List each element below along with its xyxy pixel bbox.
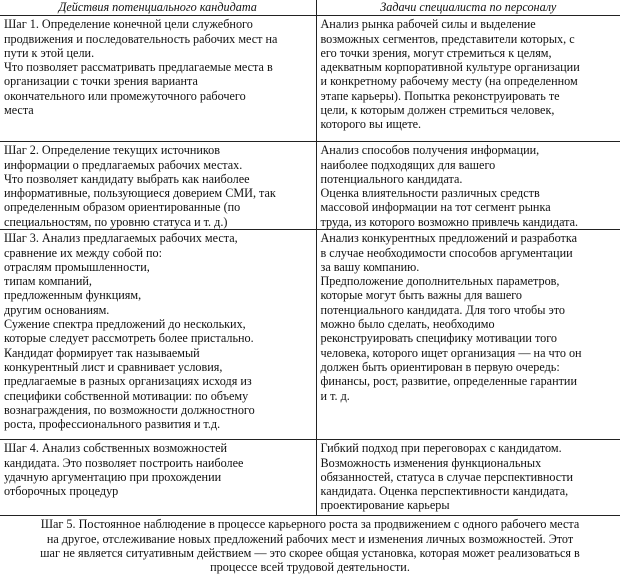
text-line: за вашу компанию. xyxy=(320,259,420,274)
table-header-row xyxy=(0,0,620,16)
text-line: Шаг 1. Определение конечной цели служебного xyxy=(4,17,253,32)
step-2-hr-cell xyxy=(316,142,620,230)
table-row xyxy=(0,16,620,142)
step-3-hr-cell xyxy=(316,230,620,440)
text-line: места xyxy=(4,103,34,118)
text-line: определенным образом ориентированные (по xyxy=(4,200,241,215)
text-line: и конкретному рабочему месту (на определенном xyxy=(320,74,578,89)
text-line: Сужение спектра предложений до нескольких, xyxy=(4,317,246,332)
text-line: роста, профессионального развития и т.д. xyxy=(4,417,221,432)
text-line: конкурентный лист и сравнивает условия, xyxy=(4,359,223,374)
text-line: Шаг 5. Постоянное наблюдение в процессе карьерного роста за продвижением с одного рабочего места xyxy=(40,517,580,532)
text-line: типам компаний, xyxy=(4,274,92,289)
step-5-cell xyxy=(0,516,620,575)
text-line: возможных сегментов, представители которых, с xyxy=(320,31,575,46)
text-line: Шаг 3. Анализ предлагаемых рабочих места, xyxy=(4,231,238,246)
text-line: труда, из которого возможно привлечь кандидата. xyxy=(320,214,579,229)
text-line: информативные, пользующиеся доверием СМИ, так xyxy=(4,186,276,201)
table-row xyxy=(0,440,620,516)
text-line: этапе карьеры). Попытка реконструировать те xyxy=(320,88,560,103)
text-line: специфики собственной мотивации: по объему xyxy=(4,388,249,403)
table-row xyxy=(0,142,620,230)
text-line: окончательного или промежуточного рабочего xyxy=(4,88,246,103)
text-line: предложенным функциям, xyxy=(4,288,142,303)
text-line: организации с точки зрения варианта xyxy=(4,74,198,89)
table-row-footer xyxy=(0,516,620,575)
text-line: адекватным корпоративной культуре организации xyxy=(320,60,580,75)
text-line: проектирование карьеры xyxy=(320,498,450,513)
text-line: на другое, отслеживание новых предложений рабочих мест и изменения личных возможностей. Этот xyxy=(46,531,574,546)
text-line: массовой информации на тот сегмент рынка xyxy=(320,200,551,215)
text-line: финансы, рост, развитие, определенные гарантии xyxy=(320,374,577,389)
header-candidate-actions: Действия потенциального кандидата xyxy=(0,0,316,16)
text-line: Анализ рынка рабочей силы и выделение xyxy=(320,17,536,32)
text-line: отборочных процедур xyxy=(4,484,119,499)
text-line: реконструировать специфику мотивации того xyxy=(320,331,558,346)
text-line: наиболее подходящих для вашего xyxy=(320,157,496,172)
header-hr-tasks: Задачи специалиста по персоналу xyxy=(316,0,620,16)
text-line: шаг не является ситуативным действием — это скорее общая установка, которая может реализоваться в xyxy=(40,545,580,560)
text-line: Что позволяет рассматривать предлагаемые места в xyxy=(4,60,273,75)
text-line: Анализ способов получения информации, xyxy=(320,143,540,158)
text-line: которого вы ищете. xyxy=(320,117,422,132)
text-line: продвижения и последовательность рабочих мест на xyxy=(4,31,278,46)
text-line: кандидата. Это позволяет построить наиболее xyxy=(4,455,244,470)
text-line: обязанностей, статуса в случае перспективности xyxy=(320,469,574,484)
text-line: кандидата. Оценка перспективности кандидата, xyxy=(320,484,569,499)
step-4-candidate-cell xyxy=(0,440,316,516)
text-line: цели, к которым должен стремиться человек, xyxy=(320,103,555,118)
text-line: удачную аргументацию при прохождении xyxy=(4,469,222,484)
table-row xyxy=(0,230,620,440)
text-line: в случае необходимости способов аргументации xyxy=(320,245,573,260)
step-4-hr-cell xyxy=(316,440,620,516)
text-line: отраслям промышленности, xyxy=(4,259,150,274)
text-line: Гибкий подход при переговорах с кандидатом. xyxy=(320,441,562,456)
text-line: можно было сделать, необходимо xyxy=(320,317,495,332)
text-line: Что позволяет кандидату выбрать как наиболее xyxy=(4,171,250,186)
step-1-hr-cell xyxy=(316,16,620,142)
text-line: специальностям, по уровню статуса и т. д.) xyxy=(4,214,228,229)
text-line: Шаг 2. Определение текущих источников xyxy=(4,143,221,158)
text-line: процессе всей трудовой деятельности. xyxy=(210,560,410,575)
text-line: пути к этой цели. xyxy=(4,45,95,60)
text-line: предлагаемые в разных организациях исходя из xyxy=(4,374,252,389)
step-2-candidate-cell xyxy=(0,142,316,230)
text-line: Оценка влиятельности различных средств xyxy=(320,186,540,201)
text-line: человека, которого ищет организация — на что он xyxy=(320,345,582,360)
text-line: Возможность изменения функциональных xyxy=(320,455,542,470)
text-line: которые следует рассмотреть более пристально. xyxy=(4,331,254,346)
text-line: и т. д. xyxy=(320,388,350,403)
step-1-candidate-cell xyxy=(0,16,316,142)
text-line: которые могут быть важны для вашего xyxy=(320,288,523,303)
text-line: информации о предлагаемых рабочих местах. xyxy=(4,157,243,172)
text-line: его точки зрения, могут стремиться к целям, xyxy=(320,45,552,60)
text-line: потенциального кандидата. Для того чтобы это xyxy=(320,302,565,317)
text-line: вознаграждения, по возможности должностного xyxy=(4,402,255,417)
text-line: Кандидат формирует так называемый xyxy=(4,345,200,360)
text-line: сравнение их между собой по: xyxy=(4,245,163,260)
step-3-candidate-cell xyxy=(0,230,316,440)
text-line: должен быть ориентирован в первую очередь: xyxy=(320,359,560,374)
text-line: Анализ конкурентных предложений и разработка xyxy=(320,231,577,246)
text-line: потенциального кандидата. xyxy=(320,171,463,186)
text-line: Шаг 4. Анализ собственных возможностей xyxy=(4,441,228,456)
text-line: Предположение дополнительных параметров, xyxy=(320,274,560,289)
text-line: другим основаниям. xyxy=(4,302,110,317)
